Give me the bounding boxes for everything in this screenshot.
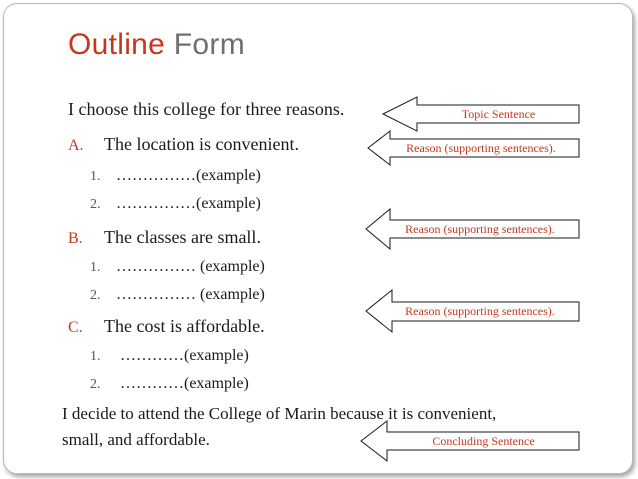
reason-c (68, 316, 265, 337)
callout-reason-a-label: Reason (supporting sentences). (406, 140, 556, 155)
example-marker: 1. (90, 260, 101, 275)
callout-topic (383, 97, 580, 131)
callout-reason-c (366, 290, 580, 332)
callout-reason-a (368, 131, 580, 165)
reason-a-example-1 (90, 167, 261, 185)
reason-a-text: The location is convenient. (104, 134, 299, 154)
callout-conclusion-label: Concluding Sentence (432, 433, 535, 448)
callout-reason-b-label: Reason (supporting sentences). (405, 221, 555, 236)
conclusion-line-2: small, and affordable. (62, 430, 210, 449)
example-marker: 1. (90, 169, 101, 184)
callout-topic-label: Topic Sentence (461, 106, 536, 121)
reason-a-example-2 (90, 195, 261, 213)
reason-a-marker: A. (68, 137, 84, 154)
reason-c-example-1 (90, 347, 249, 365)
reason-c-text: The cost is affordable. (104, 316, 265, 336)
example-marker: 2. (90, 377, 101, 392)
reason-b (68, 227, 261, 248)
example-marker: 2. (90, 197, 101, 212)
reason-a (68, 134, 299, 155)
example-text: …………… (example) (116, 286, 265, 303)
callout-conclusion (361, 421, 580, 461)
example-text: …………(example) (116, 347, 249, 364)
reason-b-example-1 (90, 258, 265, 276)
example-text: …………… (example) (116, 258, 265, 275)
callout-reason-c-label: Reason (supporting sentences). (405, 303, 555, 318)
reason-c-marker: C. (68, 319, 83, 336)
callout-reason-b (366, 209, 580, 249)
reason-b-text: The classes are small. (104, 227, 261, 247)
reason-b-marker: B. (68, 230, 83, 247)
conclusion-line-1: I decide to attend the College of Marin because it is convenient, (62, 404, 497, 423)
topic-sentence: I choose this college for three reasons. (68, 99, 345, 119)
title-accent: Outline (68, 28, 166, 61)
example-marker: 1. (90, 349, 101, 364)
example-text: …………(example) (116, 375, 249, 392)
reason-c-example-2 (90, 375, 249, 393)
example-text: ……………(example) (116, 167, 261, 184)
title-rest: Form (173, 28, 245, 61)
example-marker: 2. (90, 288, 101, 303)
example-text: ……………(example) (116, 195, 261, 212)
reason-b-example-2 (90, 286, 265, 304)
slide-title (68, 28, 245, 62)
